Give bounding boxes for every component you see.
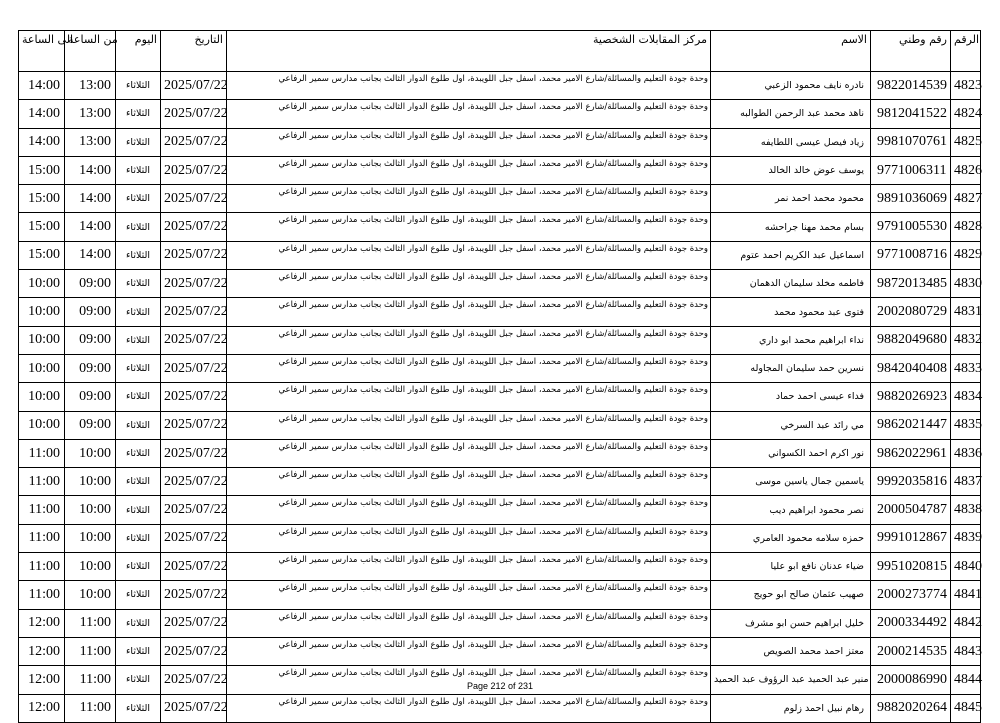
national-id-cell: 9791005530 (871, 213, 951, 241)
end-time-cell: 10:00 (19, 383, 65, 411)
date-cell: 2025/07/22 (161, 468, 227, 496)
start-time-cell: 09:00 (65, 411, 116, 439)
end-time-cell: 14:00 (19, 100, 65, 128)
center-cell: وحدة جودة التعليم والمسائلة/شارع الامير محمد، اسفل جبل اللويبدة، اول طلوع الدوار الثالث بجانب مدارس سمير الرفاعي (227, 128, 711, 156)
table-row (19, 128, 981, 156)
table-row (19, 383, 981, 411)
row-number-cell: 4826 (951, 156, 981, 184)
name-cell: نداء ابراهيم محمد ابو داري (711, 326, 871, 354)
day-cell: الثلاثاء (116, 72, 161, 100)
center-cell: وحدة جودة التعليم والمسائلة/شارع الامير محمد، اسفل جبل اللويبدة، اول طلوع الدوار الثالث بجانب مدارس سمير الرفاعي (227, 553, 711, 581)
name-cell: رهام نبيل احمد زلوم (711, 694, 871, 722)
date-cell: 2025/07/22 (161, 553, 227, 581)
end-time-cell: 10:00 (19, 298, 65, 326)
start-time-cell: 14:00 (65, 241, 116, 269)
end-time-cell: 12:00 (19, 666, 65, 694)
center-cell: وحدة جودة التعليم والمسائلة/شارع الامير محمد، اسفل جبل اللويبدة، اول طلوع الدوار الثالث بجانب مدارس سمير الرفاعي (227, 156, 711, 184)
center-cell: وحدة جودة التعليم والمسائلة/شارع الامير محمد، اسفل جبل اللويبدة، اول طلوع الدوار الثالث بجانب مدارس سمير الرفاعي (227, 326, 711, 354)
national-id-cell: 9951020815 (871, 553, 951, 581)
end-time-cell: 12:00 (19, 637, 65, 665)
date-cell: 2025/07/22 (161, 354, 227, 382)
interview-schedule-table (18, 30, 981, 723)
day-cell: الثلاثاء (116, 354, 161, 382)
date-cell: 2025/07/22 (161, 156, 227, 184)
center-cell: وحدة جودة التعليم والمسائلة/شارع الامير محمد، اسفل جبل اللويبدة، اول طلوع الدوار الثالث بجانب مدارس سمير الرفاعي (227, 411, 711, 439)
day-cell: الثلاثاء (116, 468, 161, 496)
start-time-cell: 10:00 (65, 553, 116, 581)
name-cell: حمزه سلامه محمود العامري (711, 524, 871, 552)
national-id-cell: 2000086990 (871, 666, 951, 694)
start-time-cell: 11:00 (65, 666, 116, 694)
center-cell: وحدة جودة التعليم والمسائلة/شارع الامير محمد، اسفل جبل اللويبدة، اول طلوع الدوار الثالث بجانب مدارس سمير الرفاعي (227, 496, 711, 524)
national-id-cell: 9771006311 (871, 156, 951, 184)
table-row (19, 185, 981, 213)
day-cell: الثلاثاء (116, 100, 161, 128)
day-cell: الثلاثاء (116, 156, 161, 184)
end-time-cell: 14:00 (19, 72, 65, 100)
start-time-cell: 11:00 (65, 609, 116, 637)
table-row (19, 213, 981, 241)
start-time-cell: 13:00 (65, 100, 116, 128)
table-body (19, 72, 981, 723)
national-id-cell: 9812041522 (871, 100, 951, 128)
table-row (19, 637, 981, 665)
table-row (19, 553, 981, 581)
name-cell: بسام محمد مهنا جراحشه (711, 213, 871, 241)
date-cell: 2025/07/22 (161, 411, 227, 439)
date-cell: 2025/07/22 (161, 185, 227, 213)
table-row (19, 411, 981, 439)
row-number-cell: 4837 (951, 468, 981, 496)
date-cell: 2025/07/22 (161, 100, 227, 128)
date-cell: 2025/07/22 (161, 298, 227, 326)
center-cell: وحدة جودة التعليم والمسائلة/شارع الامير محمد، اسفل جبل اللويبدة، اول طلوع الدوار الثالث بجانب مدارس سمير الرفاعي (227, 72, 711, 100)
start-time-cell: 09:00 (65, 383, 116, 411)
start-time-cell: 10:00 (65, 496, 116, 524)
national-id-cell: 9822014539 (871, 72, 951, 100)
national-id-cell: 9882026923 (871, 383, 951, 411)
end-time-cell: 14:00 (19, 128, 65, 156)
table-row (19, 609, 981, 637)
row-number-cell: 4827 (951, 185, 981, 213)
national-id-cell: 9862022961 (871, 439, 951, 467)
center-cell: وحدة جودة التعليم والمسائلة/شارع الامير محمد، اسفل جبل اللويبدة، اول طلوع الدوار الثالث بجانب مدارس سمير الرفاعي (227, 524, 711, 552)
center-cell: وحدة جودة التعليم والمسائلة/شارع الامير محمد، اسفل جبل اللويبدة، اول طلوع الدوار الثالث بجانب مدارس سمير الرفاعي (227, 354, 711, 382)
table-row (19, 354, 981, 382)
day-cell: الثلاثاء (116, 383, 161, 411)
name-cell: يوسف عوض خالد الخالد (711, 156, 871, 184)
name-cell: فداء عيسى احمد حماد (711, 383, 871, 411)
day-cell: الثلاثاء (116, 298, 161, 326)
end-time-cell: 10:00 (19, 270, 65, 298)
end-time-cell: 11:00 (19, 553, 65, 581)
end-time-cell: 11:00 (19, 524, 65, 552)
row-number-cell: 4834 (951, 383, 981, 411)
national-id-cell: 2000273774 (871, 581, 951, 609)
name-cell: منير عبد الحميد عبد الرؤوف عبد الحميد (711, 666, 871, 694)
table-row (19, 581, 981, 609)
header-end-time: الى الساعة (19, 31, 65, 72)
national-id-cell: 9891036069 (871, 185, 951, 213)
name-cell: ياسمين جمال ياسين موسى (711, 468, 871, 496)
start-time-cell: 11:00 (65, 694, 116, 722)
header-national-id: رقم وطني (871, 31, 951, 72)
end-time-cell: 10:00 (19, 411, 65, 439)
date-cell: 2025/07/22 (161, 128, 227, 156)
day-cell: الثلاثاء (116, 128, 161, 156)
center-cell: وحدة جودة التعليم والمسائلة/شارع الامير محمد، اسفل جبل اللويبدة، اول طلوع الدوار الثالث بجانب مدارس سمير الرفاعي (227, 637, 711, 665)
name-cell: نور اكرم احمد الكسواني (711, 439, 871, 467)
center-cell: وحدة جودة التعليم والمسائلة/شارع الامير محمد، اسفل جبل اللويبدة، اول طلوع الدوار الثالث بجانب مدارس سمير الرفاعي (227, 666, 711, 694)
start-time-cell: 10:00 (65, 581, 116, 609)
header-center: مركز المقابلات الشخصية (227, 31, 711, 72)
center-cell: وحدة جودة التعليم والمسائلة/شارع الامير محمد، اسفل جبل اللويبدة، اول طلوع الدوار الثالث بجانب مدارس سمير الرفاعي (227, 185, 711, 213)
day-cell: الثلاثاء (116, 524, 161, 552)
end-time-cell: 12:00 (19, 694, 65, 722)
date-cell: 2025/07/22 (161, 637, 227, 665)
day-cell: الثلاثاء (116, 411, 161, 439)
center-cell: وحدة جودة التعليم والمسائلة/شارع الامير محمد، اسفل جبل اللويبدة، اول طلوع الدوار الثالث بجانب مدارس سمير الرفاعي (227, 100, 711, 128)
table-row (19, 72, 981, 100)
header-date: التاريخ (161, 31, 227, 72)
table-row (19, 298, 981, 326)
table-row (19, 100, 981, 128)
day-cell: الثلاثاء (116, 496, 161, 524)
table-row (19, 270, 981, 298)
center-cell: وحدة جودة التعليم والمسائلة/شارع الامير محمد، اسفل جبل اللويبدة، اول طلوع الدوار الثالث بجانب مدارس سمير الرفاعي (227, 213, 711, 241)
national-id-cell: 9872013485 (871, 270, 951, 298)
name-cell: نادره نايف محمود الزعبي (711, 72, 871, 100)
start-time-cell: 10:00 (65, 439, 116, 467)
start-time-cell: 09:00 (65, 354, 116, 382)
national-id-cell: 9862021447 (871, 411, 951, 439)
table-row (19, 694, 981, 722)
national-id-cell: 9771008716 (871, 241, 951, 269)
name-cell: نصر محمود ابراهيم ديب (711, 496, 871, 524)
start-time-cell: 09:00 (65, 270, 116, 298)
center-cell: وحدة جودة التعليم والمسائلة/شارع الامير محمد، اسفل جبل اللويبدة، اول طلوع الدوار الثالث بجانب مدارس سمير الرفاعي (227, 609, 711, 637)
name-cell: فتوى عبد محمود محمد (711, 298, 871, 326)
start-time-cell: 14:00 (65, 185, 116, 213)
header-start-time: من الساعة (65, 31, 116, 72)
name-cell: اسماعيل عبد الكريم احمد عتوم (711, 241, 871, 269)
name-cell: ناهد محمد عبد الرحمن الطوالبه (711, 100, 871, 128)
day-cell: الثلاثاء (116, 637, 161, 665)
national-id-cell: 2000214535 (871, 637, 951, 665)
row-number-cell: 4835 (951, 411, 981, 439)
row-number-cell: 4832 (951, 326, 981, 354)
day-cell: الثلاثاء (116, 439, 161, 467)
table-row (19, 468, 981, 496)
date-cell: 2025/07/22 (161, 694, 227, 722)
table-row (19, 156, 981, 184)
table-row (19, 439, 981, 467)
end-time-cell: 11:00 (19, 439, 65, 467)
day-cell: الثلاثاء (116, 609, 161, 637)
row-number-cell: 4841 (951, 581, 981, 609)
date-cell: 2025/07/22 (161, 270, 227, 298)
name-cell: نسرين حمد سليمان المجاوله (711, 354, 871, 382)
start-time-cell: 10:00 (65, 468, 116, 496)
table-row (19, 524, 981, 552)
end-time-cell: 15:00 (19, 241, 65, 269)
row-number-cell: 4844 (951, 666, 981, 694)
national-id-cell: 2000334492 (871, 609, 951, 637)
name-cell: فاطمه مخلد سليمان الدهمان (711, 270, 871, 298)
end-time-cell: 11:00 (19, 468, 65, 496)
table-header-row (19, 31, 981, 72)
table-row (19, 496, 981, 524)
date-cell: 2025/07/22 (161, 326, 227, 354)
day-cell: الثلاثاء (116, 553, 161, 581)
start-time-cell: 13:00 (65, 128, 116, 156)
row-number-cell: 4833 (951, 354, 981, 382)
date-cell: 2025/07/22 (161, 666, 227, 694)
name-cell: معتز احمد محمد الصويص (711, 637, 871, 665)
date-cell: 2025/07/22 (161, 609, 227, 637)
name-cell: مي رائد عبد السرخي (711, 411, 871, 439)
center-cell: وحدة جودة التعليم والمسائلة/شارع الامير محمد، اسفل جبل اللويبدة، اول طلوع الدوار الثالث بجانب مدارس سمير الرفاعي (227, 383, 711, 411)
header-number: الرقم (951, 31, 981, 72)
center-cell: وحدة جودة التعليم والمسائلة/شارع الامير محمد، اسفل جبل اللويبدة، اول طلوع الدوار الثالث بجانب مدارس سمير الرفاعي (227, 439, 711, 467)
date-cell: 2025/07/22 (161, 496, 227, 524)
row-number-cell: 4831 (951, 298, 981, 326)
end-time-cell: 15:00 (19, 156, 65, 184)
row-number-cell: 4840 (951, 553, 981, 581)
name-cell: ضياء عدنان نافع ابو عليا (711, 553, 871, 581)
row-number-cell: 4842 (951, 609, 981, 637)
row-number-cell: 4845 (951, 694, 981, 722)
date-cell: 2025/07/22 (161, 72, 227, 100)
center-cell: وحدة جودة التعليم والمسائلة/شارع الامير محمد، اسفل جبل اللويبدة، اول طلوع الدوار الثالث بجانب مدارس سمير الرفاعي (227, 468, 711, 496)
row-number-cell: 4823 (951, 72, 981, 100)
row-number-cell: 4824 (951, 100, 981, 128)
end-time-cell: 11:00 (19, 496, 65, 524)
start-time-cell: 11:00 (65, 637, 116, 665)
center-cell: وحدة جودة التعليم والمسائلة/شارع الامير محمد، اسفل جبل اللويبدة، اول طلوع الدوار الثالث بجانب مدارس سمير الرفاعي (227, 270, 711, 298)
center-cell: وحدة جودة التعليم والمسائلة/شارع الامير محمد، اسفل جبل اللويبدة، اول طلوع الدوار الثالث بجانب مدارس سمير الرفاعي (227, 581, 711, 609)
start-time-cell: 10:00 (65, 524, 116, 552)
date-cell: 2025/07/22 (161, 524, 227, 552)
national-id-cell: 9992035816 (871, 468, 951, 496)
row-number-cell: 4839 (951, 524, 981, 552)
date-cell: 2025/07/22 (161, 213, 227, 241)
start-time-cell: 14:00 (65, 156, 116, 184)
date-cell: 2025/07/22 (161, 383, 227, 411)
day-cell: الثلاثاء (116, 666, 161, 694)
date-cell: 2025/07/22 (161, 581, 227, 609)
page (18, 30, 980, 723)
header-day: اليوم (116, 31, 161, 72)
table-row (19, 326, 981, 354)
end-time-cell: 10:00 (19, 326, 65, 354)
date-cell: 2025/07/22 (161, 241, 227, 269)
day-cell: الثلاثاء (116, 213, 161, 241)
date-cell: 2025/07/22 (161, 439, 227, 467)
name-cell: خليل ابراهيم حسن ابو مشرف (711, 609, 871, 637)
national-id-cell: 9882049680 (871, 326, 951, 354)
table-row (19, 241, 981, 269)
day-cell: الثلاثاء (116, 270, 161, 298)
national-id-cell: 9981070761 (871, 128, 951, 156)
start-time-cell: 09:00 (65, 298, 116, 326)
end-time-cell: 15:00 (19, 213, 65, 241)
end-time-cell: 11:00 (19, 581, 65, 609)
header-name: الاسم (711, 31, 871, 72)
row-number-cell: 4828 (951, 213, 981, 241)
national-id-cell: 9991012867 (871, 524, 951, 552)
national-id-cell: 9882020264 (871, 694, 951, 722)
page-footer: Page 212 of 231 (466, 681, 534, 691)
day-cell: الثلاثاء (116, 581, 161, 609)
end-time-cell: 12:00 (19, 609, 65, 637)
row-number-cell: 4843 (951, 637, 981, 665)
row-number-cell: 4838 (951, 496, 981, 524)
start-time-cell: 13:00 (65, 72, 116, 100)
end-time-cell: 15:00 (19, 185, 65, 213)
national-id-cell: 2000504787 (871, 496, 951, 524)
day-cell: الثلاثاء (116, 185, 161, 213)
center-cell: وحدة جودة التعليم والمسائلة/شارع الامير محمد، اسفل جبل اللويبدة، اول طلوع الدوار الثالث بجانب مدارس سمير الرفاعي (227, 298, 711, 326)
name-cell: صهيب عثمان صالح ابو حويج (711, 581, 871, 609)
row-number-cell: 4825 (951, 128, 981, 156)
day-cell: الثلاثاء (116, 694, 161, 722)
day-cell: الثلاثاء (116, 326, 161, 354)
row-number-cell: 4829 (951, 241, 981, 269)
row-number-cell: 4830 (951, 270, 981, 298)
row-number-cell: 4836 (951, 439, 981, 467)
national-id-cell: 9842040408 (871, 354, 951, 382)
name-cell: زياد فيصل عيسى اللطايفه (711, 128, 871, 156)
start-time-cell: 09:00 (65, 326, 116, 354)
end-time-cell: 10:00 (19, 354, 65, 382)
day-cell: الثلاثاء (116, 241, 161, 269)
start-time-cell: 14:00 (65, 213, 116, 241)
national-id-cell: 2002080729 (871, 298, 951, 326)
center-cell: وحدة جودة التعليم والمسائلة/شارع الامير محمد، اسفل جبل اللويبدة، اول طلوع الدوار الثالث بجانب مدارس سمير الرفاعي (227, 241, 711, 269)
center-cell: وحدة جودة التعليم والمسائلة/شارع الامير محمد، اسفل جبل اللويبدة، اول طلوع الدوار الثالث بجانب مدارس سمير الرفاعي (227, 694, 711, 722)
name-cell: محمود محمد احمد نمر (711, 185, 871, 213)
